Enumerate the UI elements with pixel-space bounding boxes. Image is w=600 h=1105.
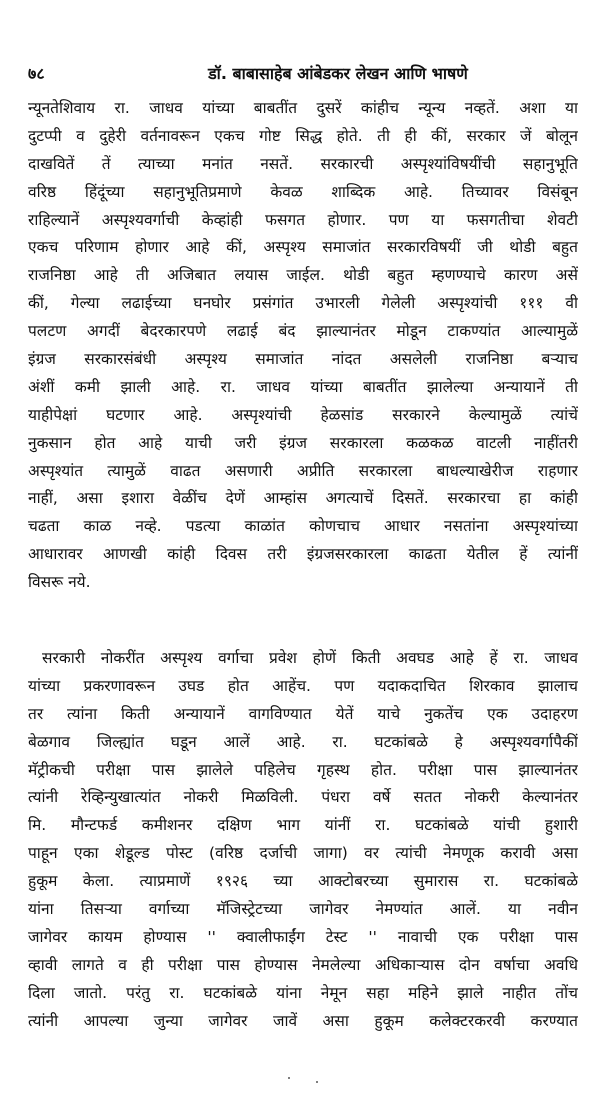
text-line: कीं, गेल्या लढाईच्या घनघोर प्रसंगांत उभारली गेलेली अस्पृश्यांची १११ वी — [28, 294, 578, 313]
text-line: जागेवर कायम होण्यास '' क्वालीफाईंग टेस्ट '' नावाची एक परीक्षा पास — [28, 927, 578, 946]
scan-speck — [288, 1077, 290, 1079]
text-line: चढता काळ नव्हे. पडत्या काळांत कोणचाच आधार नसतांना अस्पृश्यांच्या — [28, 517, 578, 536]
paragraph-2 — [28, 645, 578, 1035]
text-line: यांच्या प्रकरणावरून उघड होत आहेंच. पण यदाकदाचित शिरकाव झालाच — [28, 676, 578, 695]
page-number: ७८ — [28, 64, 45, 83]
text-line: अस्पृश्यांत त्यामुळें वाढत असणारी अप्रीति सरकारला बाधल्याखेरीज राहणार — [28, 461, 578, 480]
text-line: बेळगाव जिल्ह्यांत घडून आलें आहे. रा. घटकांबळे हे अस्पृश्यवर्गापैकीं — [28, 732, 578, 751]
text-line: राजनिष्ठा आहे ती अजिबात लयास जाईल. थोडी बहुत म्हणण्याचे कारण असें — [28, 266, 578, 285]
text-line: नाहीं, असा इशारा वेळींच देणें आम्हांस अगत्याचें दिसतें. सरकारचा हा कांही — [28, 489, 578, 508]
text-line: इंग्रज सरकारसंबंधी अस्पृश्य समाजांत नांदत असलेली राजनिष्ठा बऱ्याच — [28, 350, 578, 369]
text-line: एकच परिणाम होणार आहे कीं, अस्पृश्य समाजांत सरकारविषयीं जी थोडी बहुत — [28, 238, 578, 257]
text-line: दिला जातो. परंतु रा. घटकांबळे यांना नेमून सहा महिने झाले नाहीत तोंच — [28, 983, 578, 1002]
text-line: पाहून एका शेडूल्ड पोस्ट (वरिष्ठ दर्जाची जागा) वर त्यांची नेमणूक करावी असा — [28, 844, 578, 863]
text-line: दाखवितें तें त्याच्या मनांत नसतें. सरकारची अस्पृश्यांविषयींची सहानुभूति — [28, 154, 578, 173]
text-line: विसरू नये. — [28, 573, 91, 592]
text-line: राहिल्यानें अस्पृश्यवर्गाची केव्हांही फसगत होणार. पण या फसगतीचा शेवटी — [28, 210, 578, 229]
text-line: त्यांनी रेव्हिन्युखात्यांत नोकरी मिळविली. पंधरा वर्षे सतत नोकरी केल्यानंतर — [28, 788, 578, 807]
text-line: आधारावर आणखी कांही दिवस तरी इंग्रजसरकारला काढता येतील हें त्यांनीं — [28, 545, 578, 564]
scan-specks — [280, 1075, 340, 1087]
text-line: नुकसान होत आहे याची जरी इंग्रज सरकारला कळकळ वाटली नाहींतरी — [28, 433, 578, 452]
text-line: त्यांनी आपल्या जुन्या जागेवर जावें असा हुकूम कलेक्टरकरवी करण्यात — [28, 1011, 578, 1030]
text-line: अंशीं कमी झाली आहे. रा. जाधव यांच्या बाबतींत झालेल्या अन्यायानें ती — [28, 377, 578, 396]
text-line: व्हावी लागते व ही परीक्षा पास होण्यास नेमलेल्या अधिकाऱ्यास दोन वर्षाचा अवधि — [28, 955, 578, 974]
text-line: तर त्यांना किती अन्यायानें वागविण्यात येतें याचे नुकतेंच एक उदाहरण — [28, 704, 578, 723]
running-title: डॉ. बाबासाहेब आंबेडकर लेखन आणि भाषणे — [208, 64, 468, 83]
text-line: हुकूम केला. त्याप्रमाणें १९२६ च्या आक्टोबरच्या सुमारास रा. घटकांबळे — [28, 872, 578, 891]
text-line: न्यूनतेशिवाय रा. जाधव यांच्या बाबतींत दुसरें कांहीच न्यून्य नव्हतें. अशा या — [28, 99, 578, 117]
text-line: मॅट्रीकची परीक्षा पास झालेले पहिलेच गृहस्थ होत. परीक्षा पास झाल्यानंतर — [28, 760, 578, 779]
scan-speck — [316, 1081, 318, 1083]
text-line: यांना तिसऱ्या वर्गाच्या मॅजिस्ट्रेटच्या जागेवर नेमण्यांत आलें. या नवीन — [28, 900, 578, 919]
page-header — [28, 62, 578, 84]
text-line: मि. मौन्टफर्ड कमीशनर दक्षिण भाग यांनीं रा. घटकांबळे यांची हुशारी — [28, 816, 578, 835]
text-line: सरकारी नोकरींत अस्पृश्य वर्गाचा प्रवेश होणें किती अवघड आहे हें रा. जाधव — [42, 649, 578, 667]
text-line: वरिष्ठ हिंदूंच्या सहानुभूतिप्रमाणे केवळ शाब्दिक आहे. तिच्यावर विसंबून — [28, 182, 578, 201]
text-line: पलटण अगदीं बेदरकारपणे लढाई बंद झाल्यानंतर मोडून टाकण्यांत आल्यामुळें — [28, 322, 578, 341]
text-line: दुटप्पी व दुहेरी वर्तनावरून एकच गोष्ट सिद्ध होते. ती ही कीं, सरकार जें बोलून — [28, 126, 578, 145]
text-line: याहीपेक्षां घटणार आहे. अस्पृश्यांची हेळसांड सरकारने केल्यामुळें त्यांचें — [28, 405, 578, 424]
paragraph-1 — [28, 95, 578, 597]
